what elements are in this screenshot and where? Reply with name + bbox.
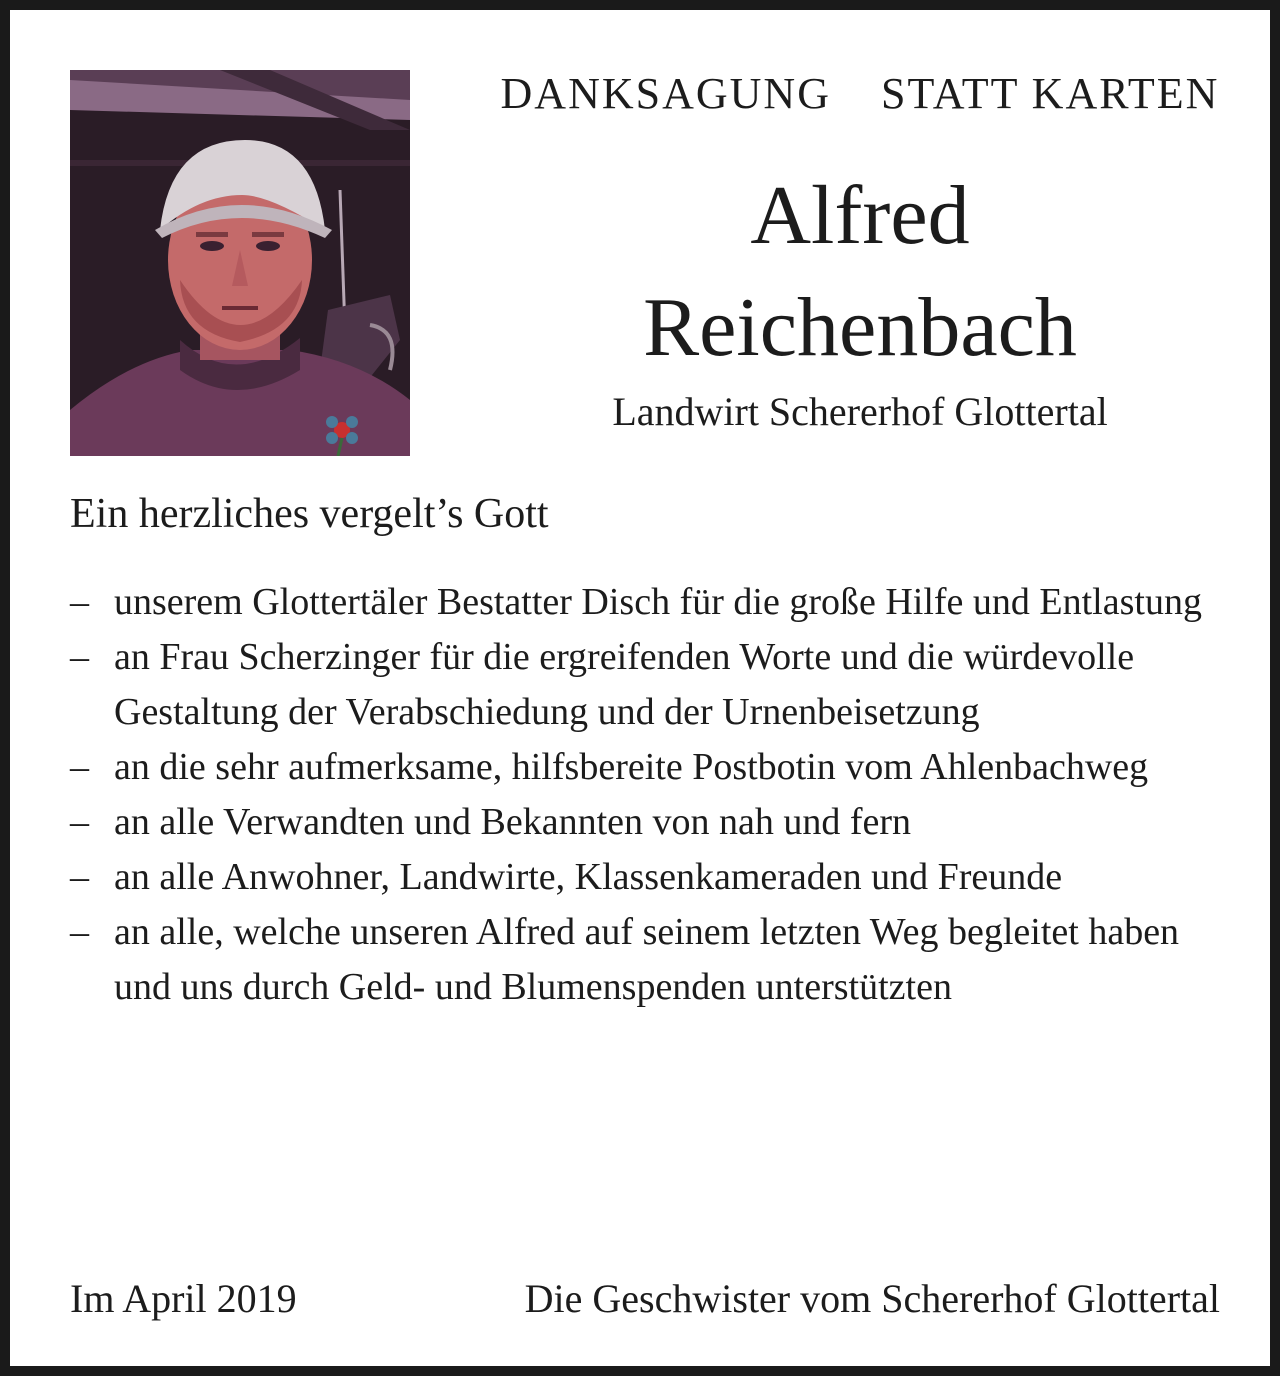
deceased-name — [480, 160, 1240, 384]
dash-bullet: – — [70, 581, 89, 623]
list-item — [70, 740, 1230, 795]
dash-bullet: – — [70, 911, 89, 953]
deceased-last-name: Reichenbach — [643, 281, 1077, 374]
thanks-item-text: an alle Verwandten und Bekannten von nah und fern — [114, 801, 912, 843]
list-item — [70, 795, 1230, 850]
list-item — [70, 630, 1230, 740]
deceased-occupation: Landwirt Schererhof Glottertal — [612, 389, 1108, 434]
list-item — [70, 850, 1230, 905]
thanks-item-text: an Frau Scherzinger für die ergreifenden Worte und die würdevolle Gestaltung der Verabschiedung und der Urnenbeisetzung — [114, 636, 1135, 733]
thanks-item-text: an alle Anwohner, Landwirte, Klassenkameraden und Freunde — [114, 856, 1063, 898]
thanks-item-text: an die sehr aufmerksame, hilfsbereite Postbotin vom Ahlenbachweg — [114, 746, 1149, 788]
list-item — [70, 905, 1230, 1015]
portrait-image — [70, 70, 410, 456]
header-left-label: DANKSAGUNG — [500, 69, 831, 118]
dash-bullet: – — [70, 801, 89, 843]
deceased-first-name: Alfred — [750, 169, 970, 262]
list-item — [70, 575, 1230, 630]
header-right-label: STATT KARTEN — [880, 69, 1220, 118]
dash-bullet: – — [70, 746, 89, 788]
thanks-list — [70, 575, 1230, 1015]
dash-bullet: – — [70, 856, 89, 898]
thanks-item-text: an alle, welche unseren Alfred auf seinem letzten Weg begleitet haben und uns durch Geld- und Blumenspenden unterstützten — [114, 911, 1180, 1008]
dash-bullet: – — [70, 636, 89, 678]
notice-footer — [70, 1275, 1220, 1322]
notice-signature: Die Geschwister vom Schererhof Glottertal — [524, 1276, 1220, 1321]
thanks-item-text: unserem Glottertäler Bestatter Disch für die große Hilfe und Entlastung — [114, 581, 1202, 623]
intro-text: Ein herzliches vergelt’s Gott — [70, 491, 549, 537]
notice-header — [480, 68, 1240, 119]
notice-date: Im April 2019 — [70, 1276, 297, 1321]
portrait-photo — [70, 70, 410, 456]
